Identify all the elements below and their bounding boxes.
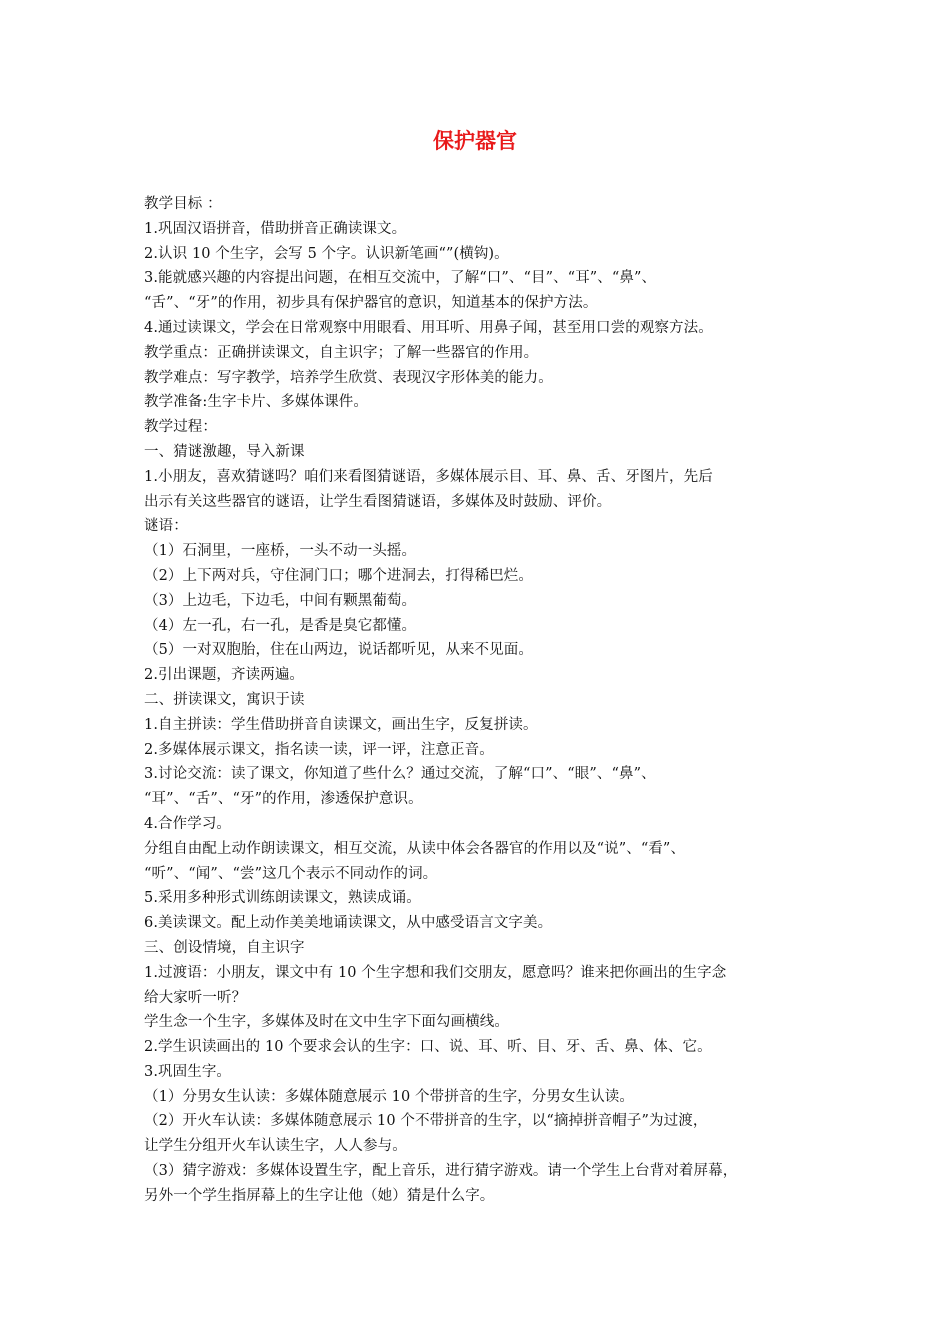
riddle-item: （1）石洞里，一座桥，一头不动一头摇。 [144,543,417,560]
text-line: 教学准备:生字卡片、多媒体课件。 [144,394,368,411]
text-line: 教学过程： [144,419,217,436]
riddle-item: （2）上下两对兵，守住洞门口；哪个进洞去，打得稀巴烂。 [144,567,533,584]
text-line: 4.合作学习。 [144,815,232,832]
text-line: 6.美读课文。配上动作美美地诵读课文，从中感受语言文字美。 [144,915,553,932]
text-line: （2）开火车认读：多媒体随意展示 10 个不带拼音的生字，以“摘掉拼音帽子”为过渡， [144,1113,708,1130]
text-line: 让学生分组开火车认读生字，人人参与。 [144,1138,407,1155]
text-line: “耳”、“舌”、“牙”的作用，渗透保护意识。 [144,791,423,808]
riddle-item: （3）上边毛，下边毛，中间有颗黑葡萄。 [144,592,417,609]
text-line: （1）分男女生认读：多媒体随意展示 10 个带拼音的生字，分男女生认读。 [144,1088,634,1105]
text-line: 1.巩固汉语拼音，借助拼音正确读课文。 [144,220,407,237]
text-line: 教学目标 ： [144,196,222,212]
section-heading: 一、猜谜激趣，导入新课 [144,443,305,460]
text-line: 3.能就感兴趣的内容提出问题，在相互交流中，了解“口”、“目”、“耳”、“鼻”、 [144,270,657,287]
text-line: 分组自由配上动作朗读课文，相互交流，从读中体会各器官的作用以及“说”、“看”、 [144,840,686,857]
text-line: 2.多媒体展示课文，指名读一读，评一评，注意正音。 [144,741,494,758]
text-line: 1.过渡语：小朋友，课文中有 10 个生字想和我们交朋友，愿意吗？谁来把你画出的生字念 [144,964,727,981]
text-line: 5.采用多种形式训练朗读课文，熟读成诵。 [144,890,421,907]
page-title: 保护器官 [433,129,517,153]
text-line: 1.小朋友，喜欢猜谜吗？咱们来看图猜谜语，多媒体展示目、耳、鼻、舌、牙图片，先后 [144,468,713,485]
section-heading: 二、拼读课文，寓识于读 [144,691,305,708]
text-line: 2.认识 10 个生字，会写 5 个字。认识新笔画“”(横钩)。 [144,245,509,262]
text-line: 出示有关这些器官的谜语，让学生看图猜谜语，多媒体及时鼓励、评价。 [144,493,612,510]
text-line: 谜语： [144,518,188,535]
text-line: 4.通过读课文，学会在日常观察中用眼看、用耳听、用鼻子闻，甚至用口尝的观察方法。 [144,319,713,336]
riddle-item: （5）一对双胞胎，住在山两边，说话都听见，从来不见面。 [144,642,533,659]
document-body [144,192,814,1209]
text-line: 教学重点：正确拼读课文，自主识字；了解一些器官的作用。 [144,344,539,361]
text-line: 1.自主拼读：学生借助拼音自读课文，画出生字，反复拼读。 [144,716,538,733]
text-line: 另外一个学生指屏幕上的生字让他（她）猜是什么字。 [144,1187,495,1204]
text-line: 学生念一个生字，多媒体及时在文中生字下面勾画横线。 [144,1014,509,1031]
text-line: （3）猜字游戏：多媒体设置生字，配上音乐，进行猜字游戏。请一个学生上台背对着屏幕， [144,1163,738,1180]
text-line: 2.引出课题，齐读两遍。 [144,667,305,684]
text-line: 3.巩固生字。 [144,1063,232,1080]
text-line: “舌”、“牙”的作用，初步具有保护器官的意识，知道基本的保护方法。 [144,295,598,312]
text-line: 给大家听一听？ [144,989,247,1006]
text-line: “听”、“闻”、“尝”这几个表示不同动作的词。 [144,865,438,882]
section-heading: 三、创设情境，自主识字 [144,939,305,956]
text-line: 2.学生识读画出的 10 个要求会认的生字：口、说、耳、听、目、牙、舌、鼻、体、它。 [144,1039,712,1056]
text-line: 教学难点：写字教学，培养学生欣赏、表现汉字形体美的能力。 [144,369,553,386]
riddle-item: （4）左一孔，右一孔，是香是臭它都懂。 [144,617,417,634]
text-line: 3.讨论交流：读了课文，你知道了些什么？通过交流，了解“口”、“眼”、“鼻”、 [144,766,656,783]
